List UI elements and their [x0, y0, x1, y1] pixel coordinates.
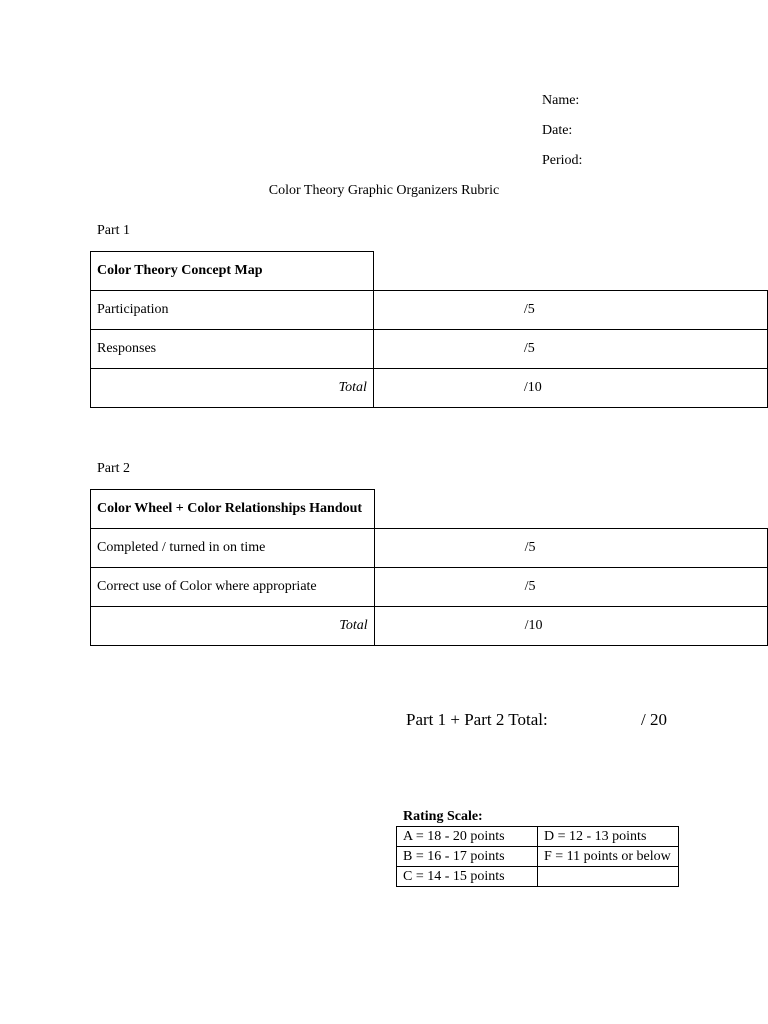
total-label: Total [91, 369, 374, 408]
rating-cell [538, 867, 679, 887]
criterion-cell: Participation [91, 291, 374, 330]
score-cell: /5 [374, 529, 767, 568]
rating-scale-title: Rating Scale: [403, 809, 483, 824]
grand-total-label: Part 1 + Part 2 Total: [406, 710, 548, 729]
part1-header: Color Theory Concept Map [91, 252, 374, 291]
rating-cell: C = 14 - 15 points [397, 867, 538, 887]
table-row [91, 369, 768, 408]
empty-cell [373, 252, 767, 291]
rating-cell: B = 16 - 17 points [397, 847, 538, 867]
table-row [397, 867, 679, 887]
part2-header: Color Wheel + Color Relationships Handout [91, 490, 375, 529]
table-row [91, 607, 768, 646]
rating-scale-table [396, 826, 679, 887]
score-cell: /5 [373, 330, 767, 369]
part2-label: Part 2 [97, 461, 131, 476]
total-label: Total [91, 607, 375, 646]
table-row [91, 291, 768, 330]
period-label: Period: [542, 153, 583, 168]
part1-label: Part 1 [97, 223, 131, 238]
table-row [91, 568, 768, 607]
rating-cell: F = 11 points or below [538, 847, 679, 867]
name-label: Name: [542, 93, 580, 108]
table-row [91, 252, 768, 291]
part2-rubric-table [90, 489, 768, 646]
date-label: Date: [542, 123, 573, 138]
criterion-cell: Responses [91, 330, 374, 369]
rating-cell: A = 18 - 20 points [397, 827, 538, 847]
document-title: Color Theory Graphic Organizers Rubric [268, 183, 500, 198]
part1-rubric-table [90, 251, 768, 408]
total-score-cell: /10 [374, 607, 767, 646]
score-cell: /5 [374, 568, 767, 607]
total-score-cell: /10 [373, 369, 767, 408]
grand-total-value: / 20 [641, 710, 667, 729]
table-row [91, 490, 768, 529]
table-row [397, 847, 679, 867]
table-row [397, 827, 679, 847]
score-cell: /5 [373, 291, 767, 330]
empty-cell [374, 490, 767, 529]
criterion-cell: Correct use of Color where appropriate [91, 568, 375, 607]
rating-cell: D = 12 - 13 points [538, 827, 679, 847]
table-row [91, 330, 768, 369]
criterion-cell: Completed / turned in on time [91, 529, 375, 568]
table-row [91, 529, 768, 568]
